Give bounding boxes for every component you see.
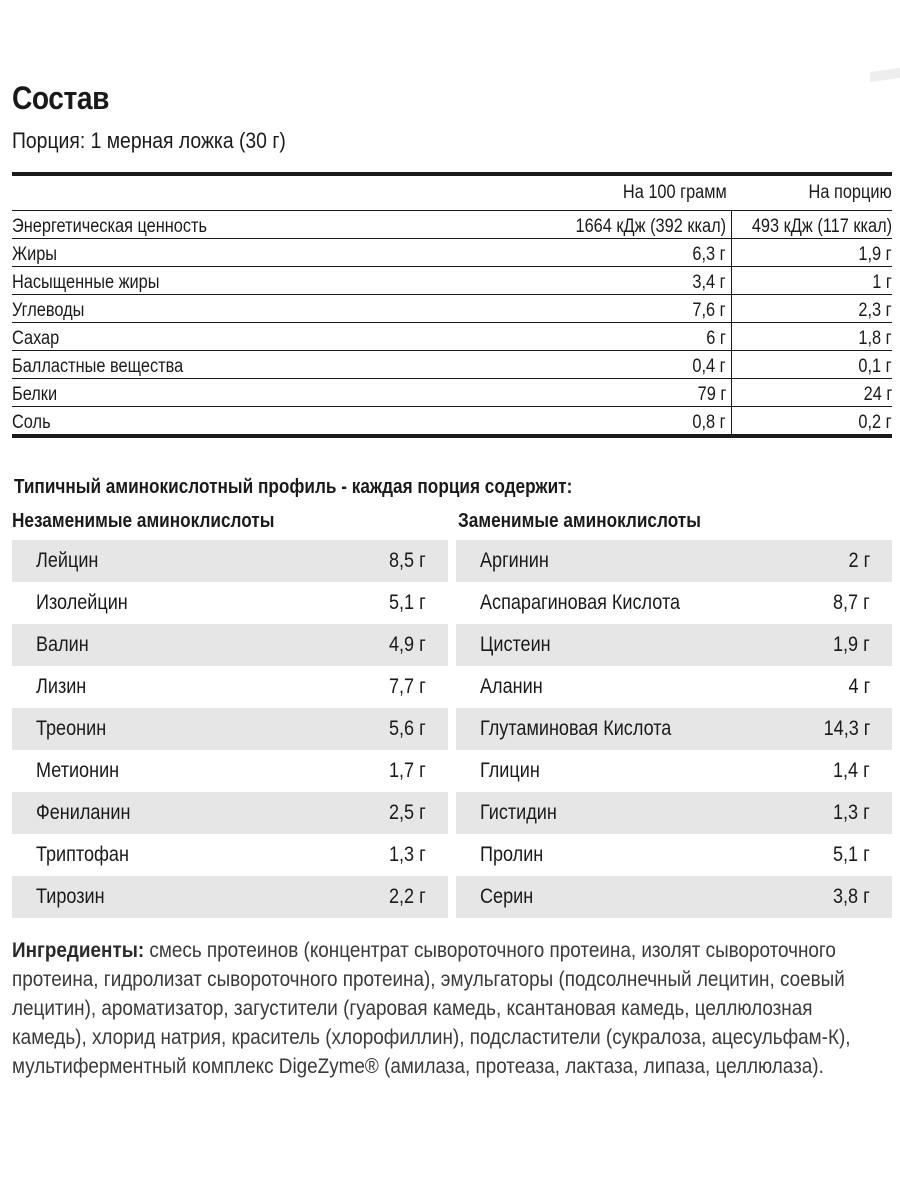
amino-value: 2 г xyxy=(848,549,870,572)
amino-row xyxy=(12,624,448,666)
nutrient-per-serving: 2,3 г xyxy=(731,295,892,322)
nutrient-per100: 79 г xyxy=(697,384,726,405)
amino-name: Пролин xyxy=(480,843,544,866)
nutrition-row xyxy=(12,267,892,295)
amino-value: 1,7 г xyxy=(389,759,426,782)
nutrient-name: Белки xyxy=(12,384,58,405)
amino-value: 8,5 г xyxy=(389,549,426,572)
amino-value: 5,6 г xyxy=(389,717,426,740)
amino-row xyxy=(12,540,448,582)
amino-name: Лизин xyxy=(36,675,87,698)
amino-value: 2,5 г xyxy=(389,801,426,824)
nutrient-name: Соль xyxy=(12,412,51,433)
amino-name: Аргинин xyxy=(480,549,549,572)
corner-decoration xyxy=(870,68,900,82)
amino-row xyxy=(12,582,448,624)
amino-name: Фениланин xyxy=(36,801,131,824)
amino-value: 14,3 г xyxy=(823,717,870,740)
amino-name: Метионин xyxy=(36,759,120,782)
nutrient-per100: 1664 кДж (392 ккал) xyxy=(575,216,726,237)
amino-name: Изолейцин xyxy=(36,591,128,614)
ingredients-paragraph xyxy=(12,936,890,1081)
amino-value: 3,8 г xyxy=(833,885,870,908)
amino-name: Триптофан xyxy=(36,843,129,866)
nutrition-row xyxy=(12,407,892,434)
nutrition-rows xyxy=(12,211,892,434)
amino-value: 7,7 г xyxy=(389,675,426,698)
nutrient-name: Сахар xyxy=(12,328,60,349)
amino-name: Треонин xyxy=(36,717,107,740)
nutrition-table xyxy=(12,172,892,438)
nutrition-row xyxy=(12,351,892,379)
nutrient-per100: 0,4 г xyxy=(692,356,726,377)
nutrition-row xyxy=(12,379,892,407)
nutrient-per100: 7,6 г xyxy=(692,300,726,321)
essential-amino-list xyxy=(12,540,448,918)
amino-row xyxy=(456,792,892,834)
nutrient-name: Углеводы xyxy=(12,300,85,321)
nutrition-row xyxy=(12,211,892,239)
column-header-serving: На порцию xyxy=(808,182,892,203)
amino-row xyxy=(456,750,892,792)
amino-row xyxy=(12,666,448,708)
nutrient-per-serving: 493 кДж (117 ккал) xyxy=(731,211,892,238)
amino-profile-heading: Типичный аминокислотный профиль - каждая порция содержит: xyxy=(14,476,573,498)
nutrient-per-serving: 0,1 г xyxy=(731,351,892,378)
amino-row xyxy=(456,834,892,876)
nutrient-name: Балластные вещества xyxy=(12,356,184,377)
nutrient-per-serving: 1,9 г xyxy=(731,239,892,266)
amino-value: 4,9 г xyxy=(389,633,426,656)
nutrient-per-serving: 24 г xyxy=(731,379,892,406)
nutrient-name: Жиры xyxy=(12,244,58,265)
amino-name: Гистидин xyxy=(480,801,557,824)
amino-row xyxy=(456,624,892,666)
amino-name: Серин xyxy=(480,885,534,908)
nutrition-row xyxy=(12,239,892,267)
nutrition-row xyxy=(12,323,892,351)
nutrient-per-serving: 1 г xyxy=(731,267,892,294)
amino-value: 8,7 г xyxy=(833,591,870,614)
amino-name: Цистеин xyxy=(480,633,551,656)
amino-row xyxy=(456,582,892,624)
nutrient-per-serving: 1,8 г xyxy=(731,323,892,350)
amino-name: Тирозин xyxy=(36,885,105,908)
amino-row xyxy=(456,666,892,708)
nutrient-name: Энергетическая ценность xyxy=(12,216,208,237)
amino-row xyxy=(456,708,892,750)
nutrient-per100: 0,8 г xyxy=(692,412,726,433)
table-bottom-rule xyxy=(12,434,892,438)
nutrient-per100: 3,4 г xyxy=(692,272,726,293)
amino-value: 5,1 г xyxy=(833,843,870,866)
amino-value: 5,1 г xyxy=(389,591,426,614)
amino-row xyxy=(12,708,448,750)
column-header-per100: На 100 грамм xyxy=(623,182,727,203)
ingredients-text: смесь протеинов (концентрат сывороточного протеина, изолят сывороточного протеина, гидролизат сывороточного протеина), эмульгаторы (подсолнечный лецитин, соевый лецитин), ароматизатор, загустители (гуаровая камедь, ксантановая камедь, целлюлозная камедь), хлорид натрия, краситель (хлорофиллин), подсластители (сукралоза, ацесульфам-К), мультиферментный комплекс DigeZyme® (амилаза, протеаза, лактаза, липаза, целлюлаза). xyxy=(12,939,851,1078)
amino-value: 4 г xyxy=(848,675,870,698)
amino-name: Аспарагиновая Кислота xyxy=(480,591,681,614)
amino-value: 1,9 г xyxy=(833,633,870,656)
essential-amino-title: Незаменимые аминоклислоты xyxy=(12,510,275,532)
amino-name: Лейцин xyxy=(36,549,99,572)
amino-row xyxy=(456,876,892,918)
amino-value: 1,3 г xyxy=(833,801,870,824)
nutrient-name: Насыщенные жиры xyxy=(12,272,160,293)
amino-row xyxy=(456,540,892,582)
ingredients-label: Ингредиенты: xyxy=(12,939,145,962)
amino-value: 2,2 г xyxy=(389,885,426,908)
page-title: Состав xyxy=(12,80,109,116)
amino-row xyxy=(12,750,448,792)
nutrition-header-row xyxy=(12,176,892,211)
amino-row xyxy=(12,792,448,834)
amino-row xyxy=(12,876,448,918)
amino-name: Аланин xyxy=(480,675,543,698)
amino-row xyxy=(12,834,448,876)
amino-name: Валин xyxy=(36,633,89,656)
nonessential-amino-list xyxy=(456,540,892,918)
amino-value: 1,4 г xyxy=(833,759,870,782)
amino-value: 1,3 г xyxy=(389,843,426,866)
nonessential-amino-title: Заменимые аминоклислоты xyxy=(458,510,701,532)
nutrition-row xyxy=(12,295,892,323)
nutrient-per-serving: 0,2 г xyxy=(731,407,892,434)
serving-size: Порция: 1 мерная ложка (30 г) xyxy=(12,128,286,153)
amino-name: Глутаминовая Кислота xyxy=(480,717,672,740)
nutrient-per100: 6,3 г xyxy=(692,244,726,265)
amino-name: Глицин xyxy=(480,759,540,782)
nutrient-per100: 6 г xyxy=(706,328,726,349)
